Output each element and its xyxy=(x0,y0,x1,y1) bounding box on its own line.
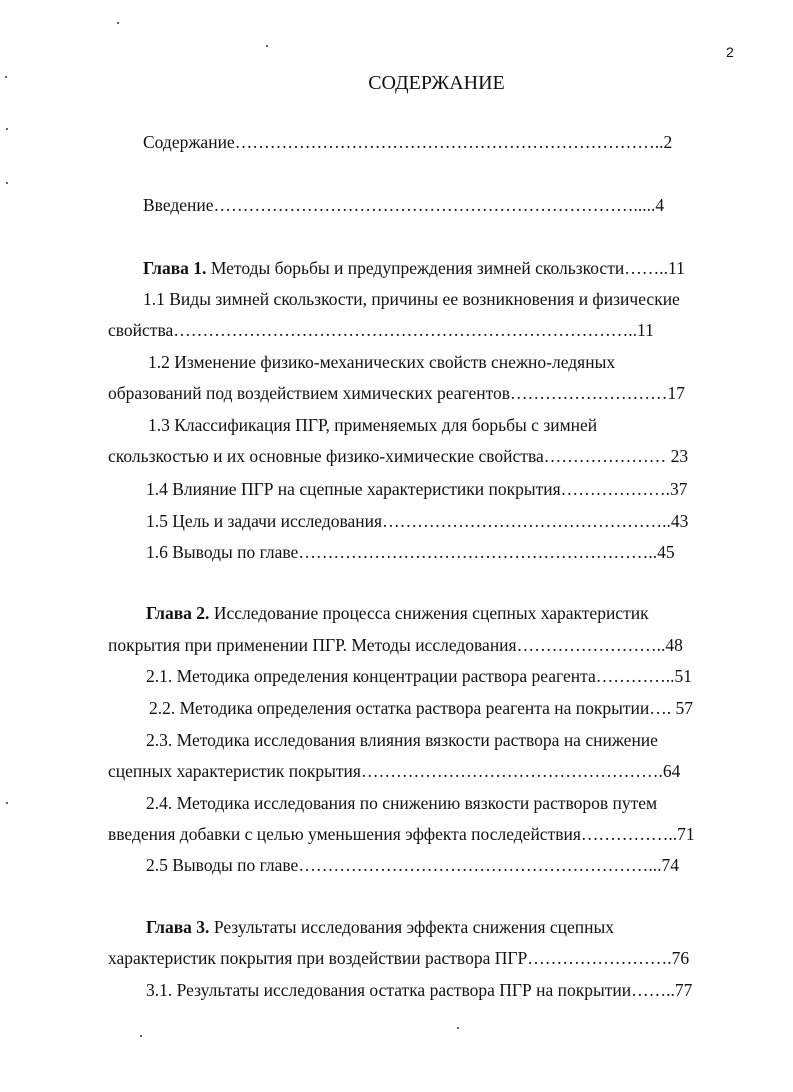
toc-entry-1-1-cont xyxy=(108,318,654,342)
toc-entry-text: Введение xyxy=(143,195,214,215)
toc-entry-text: покрытия при применении ПГР. Методы исследования xyxy=(108,635,517,655)
toc-entry-text: Результаты исследования эффекта снижения сцепных xyxy=(209,917,615,937)
toc-dots: ………………. xyxy=(560,479,671,499)
toc-dots: …. xyxy=(649,698,676,718)
toc-entry-text: Исследование процесса снижения сцепных характеристик xyxy=(209,603,649,623)
page-number: 2 xyxy=(726,44,734,60)
toc-dots: ……………………………………………. xyxy=(360,761,663,781)
scan-speck xyxy=(5,76,7,78)
toc-page-number: 45 xyxy=(657,542,675,562)
chapter-label: Глава 1. xyxy=(143,258,207,278)
chapter-label: Глава 3. xyxy=(146,917,210,937)
toc-page-number: 43 xyxy=(670,511,689,531)
toc-entry-text: 2.1. Методика определения концентрации раствора реагента xyxy=(146,666,596,686)
toc-entry-text: скользкостью и их основные физико-химические свойства xyxy=(108,446,544,466)
toc-page-number: 23 xyxy=(670,446,689,466)
page-title: СОДЕРЖАНИЕ xyxy=(368,72,505,94)
toc-entry-text: свойства xyxy=(108,320,174,340)
toc-dots: …….. xyxy=(631,980,675,1000)
scan-speck xyxy=(457,1027,459,1029)
scan-speck xyxy=(6,802,8,804)
toc-entry-2-4 xyxy=(146,791,657,815)
toc-page-number: 57 xyxy=(675,698,693,718)
toc-entry-1-3 xyxy=(148,413,597,437)
toc-dots: ……………………… xyxy=(510,383,668,403)
chapter-label: Глава 2. xyxy=(146,603,210,623)
toc-entry-text: Содержание xyxy=(143,132,235,152)
toc-entry-text: 2.5 Выводы по главе xyxy=(146,855,299,875)
toc-entry-text: Методы борьбы и предупреждения зимней скользкости xyxy=(206,258,625,278)
toc-page-number: 17 xyxy=(667,383,686,403)
toc-dots: …………………………………………………………………….. xyxy=(173,320,637,340)
toc-entry-text: 1.3 Классификация ПГР, применяемых для борьбы с зимней xyxy=(148,415,598,435)
toc-entry-text: 1.2 Изменение физико-механических свойств снежно-ледяных xyxy=(148,352,616,372)
toc-entry-1-6 xyxy=(146,540,675,564)
toc-page-number: 2 xyxy=(663,132,673,152)
toc-entry-1-4 xyxy=(146,477,688,501)
toc-dots: ……………………………………………………………….. xyxy=(234,132,664,152)
toc-entry-text: 1.1 Виды зимней скользкости, причины ее возникновения и физические xyxy=(143,289,680,309)
toc-dots: …………….. xyxy=(580,824,678,844)
toc-page-number: 11 xyxy=(667,258,685,278)
toc-entry-text: 3.1. Результаты исследования остатка раствора ПГР на покрытии xyxy=(146,980,632,1000)
toc-entry-1-2 xyxy=(148,350,615,374)
toc-entry-text: сцепных характеристик покрытия xyxy=(108,761,361,781)
toc-entry-text: 2.4. Методика исследования по снижению вязкости растворов путем xyxy=(146,793,658,813)
toc-entry-2-5 xyxy=(146,853,679,877)
toc-page-number: 64 xyxy=(662,761,681,781)
toc-chapter-1 xyxy=(143,256,685,280)
toc-dots: ……………………………………………………... xyxy=(298,855,662,875)
toc-entry-2-4-cont xyxy=(108,822,695,846)
toc-dots: …….. xyxy=(624,258,668,278)
toc-page-number: 48 xyxy=(665,635,683,655)
toc-chapter-3 xyxy=(146,915,614,939)
toc-entry-2-3 xyxy=(146,728,658,752)
toc-dots: …………………………………………………….. xyxy=(298,542,658,562)
toc-dots: ………………………………………………………………..... xyxy=(213,195,656,215)
toc-entry-text: введения добавки с целью уменьшения эффекта последействия xyxy=(108,824,581,844)
toc-page-number: 71 xyxy=(677,824,695,844)
toc-entry-1-1 xyxy=(143,287,680,311)
toc-page-number: 51 xyxy=(674,666,693,686)
toc-entry-text: характеристик покрытия при воздействии раствора ПГР xyxy=(108,948,528,968)
toc-entry-1-3-cont xyxy=(108,444,688,468)
scan-speck xyxy=(6,128,8,130)
toc-entry-contents xyxy=(143,130,672,154)
toc-entry-2-1 xyxy=(146,664,692,688)
toc-entry-text: 2.2. Методика определения остатка раствора реагента на покрытии xyxy=(149,698,650,718)
toc-entry-text: образований под воздействием химических реагентов xyxy=(108,383,511,403)
toc-chapter-2-cont xyxy=(108,633,683,657)
toc-dots: …………………….. xyxy=(516,635,666,655)
scan-speck xyxy=(140,1035,142,1037)
toc-page-number: 4 xyxy=(655,195,665,215)
toc-dots: ……………………. xyxy=(527,948,672,968)
scan-speck xyxy=(117,22,119,24)
scan-speck xyxy=(266,45,268,47)
toc-entry-1-5 xyxy=(146,509,688,533)
toc-entry-2-3-cont xyxy=(108,759,680,783)
toc-page-number: 37 xyxy=(670,479,688,499)
toc-chapter-3-cont xyxy=(108,946,689,970)
toc-entry-2-2 xyxy=(149,696,693,720)
scan-speck xyxy=(6,182,8,184)
toc-entry-introduction xyxy=(143,193,664,217)
toc-entry-1-2-cont xyxy=(108,381,685,405)
toc-dots: ………………… xyxy=(543,446,671,466)
toc-entry-3-1 xyxy=(146,978,692,1002)
toc-page-number: 74 xyxy=(661,855,679,875)
toc-chapter-2 xyxy=(146,601,649,625)
toc-page-number: 77 xyxy=(674,980,693,1000)
toc-dots: ………………………………………….. xyxy=(382,511,671,531)
toc-page-number: 11 xyxy=(637,320,654,340)
toc-entry-text: 1.4 Влияние ПГР на сцепные характеристики покрытия xyxy=(146,479,561,499)
toc-entry-text: 2.3. Методика исследования влияния вязкости раствора на снижение xyxy=(146,730,658,750)
toc-entry-text: 1.5 Цель и задачи исследования xyxy=(146,511,383,531)
toc-dots: ………….. xyxy=(595,666,675,686)
toc-entry-text: 1.6 Выводы по главе xyxy=(146,542,299,562)
toc-page-number: 76 xyxy=(671,948,690,968)
